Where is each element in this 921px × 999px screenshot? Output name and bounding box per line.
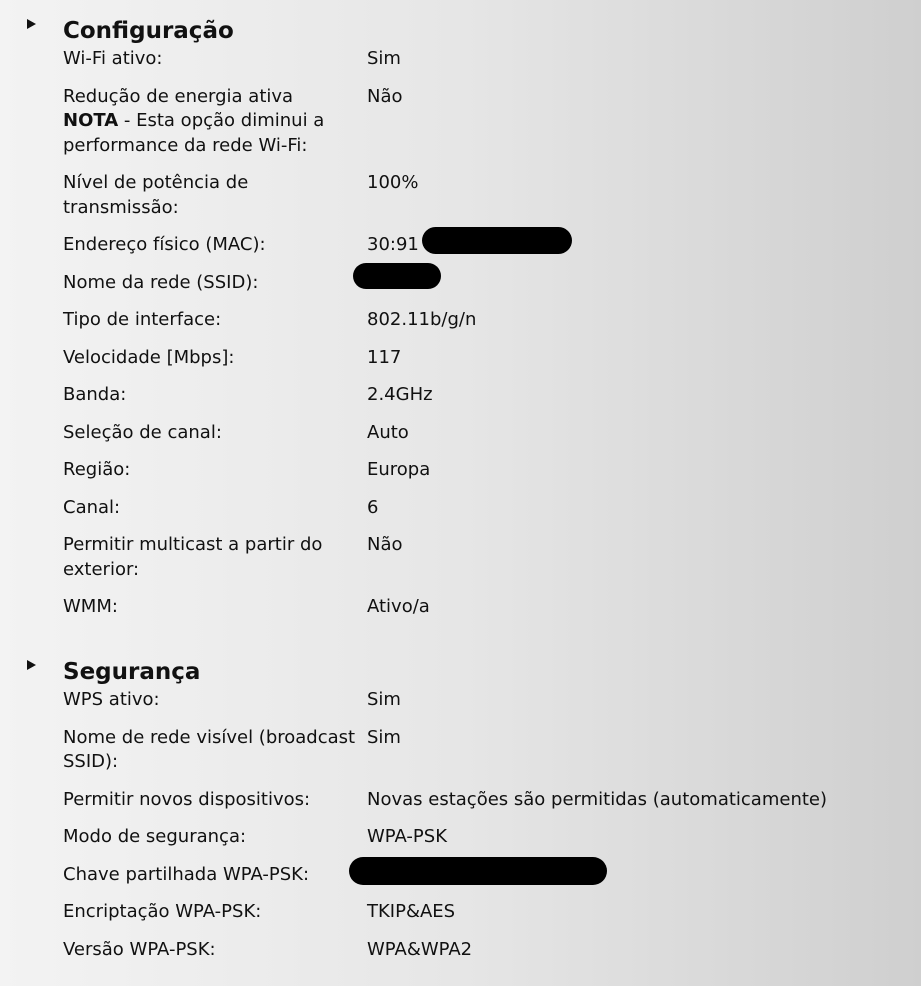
row-label: Nível de potência de transmissão: (63, 172, 249, 218)
section-seguranca (0, 648, 921, 975)
table-row (59, 383, 480, 421)
row-value: 117 (367, 346, 402, 368)
table-row (59, 171, 480, 233)
row-label: Região: (63, 459, 131, 480)
table-row (59, 863, 831, 901)
table-row (59, 308, 480, 346)
table-row (59, 595, 480, 633)
note-text: - Esta opção diminui a performance da rede Wi-Fi: (63, 110, 325, 156)
label-text: Redução de energia ativa (63, 85, 294, 107)
expand-arrow-icon[interactable] (27, 660, 36, 670)
row-label: WPS ativo: (63, 689, 160, 710)
note-bold: NOTA (63, 110, 119, 131)
table-row (59, 421, 480, 459)
row-value: 802.11b/g/n (367, 309, 477, 330)
row-value: Novas estações são permitidas (automaticamente) (367, 788, 828, 810)
row-label: Seleção de canal: (63, 421, 222, 443)
table-row (59, 726, 831, 788)
redaction-mark (349, 857, 607, 885)
mac-value: 30:91 (367, 234, 419, 255)
redaction-mark (353, 263, 441, 289)
row-label: Wi-Fi ativo: (63, 48, 163, 69)
row-value: WPA&WPA2 (367, 938, 473, 960)
row-label: Permitir novos dispositivos: (63, 788, 311, 810)
table-row (59, 938, 831, 976)
row-label: Permitir multicast a partir do exterior: (63, 534, 323, 580)
row-label: Velocidade [Mbps]: (63, 346, 235, 368)
row-label: Banda: (63, 384, 127, 405)
row-value: WPA-PSK (367, 826, 447, 847)
row-label: Chave partilhada WPA-PSK: (63, 863, 310, 885)
row-value: Sim (367, 726, 401, 748)
row-label (59, 85, 363, 172)
config-table (59, 47, 480, 633)
row-value: Não (367, 534, 403, 555)
table-row (59, 85, 480, 172)
row-value: Auto (367, 421, 409, 443)
section-title: Segurança (63, 659, 201, 685)
row-value: Sim (367, 48, 401, 69)
table-row (59, 271, 480, 309)
row-label: Tipo de interface: (63, 309, 222, 330)
row-label: Canal: (63, 496, 121, 518)
table-row (59, 788, 831, 826)
table-row (59, 533, 480, 595)
row-value: 6 (367, 496, 379, 518)
row-label: Nome da rede (SSID): (63, 271, 259, 293)
row-label: Versão WPA-PSK: (63, 938, 216, 960)
expand-arrow-icon[interactable] (27, 19, 36, 29)
section-title: Configuração (63, 18, 234, 44)
row-value (363, 271, 480, 309)
row-label: WMM: (63, 596, 118, 617)
section-header[interactable] (0, 648, 921, 688)
row-value: Sim (367, 689, 401, 710)
table-row (59, 346, 480, 384)
row-value: Não (367, 85, 403, 107)
security-table (59, 688, 831, 975)
row-label: Nome de rede visível (broadcast SSID): (63, 726, 356, 772)
row-label: Encriptação WPA-PSK: (63, 901, 262, 922)
row-value: TKIP&AES (367, 901, 456, 922)
row-value: 2.4GHz (367, 384, 433, 405)
table-row (59, 688, 831, 726)
row-label: Modo de segurança: (63, 826, 247, 847)
section-configuracao (0, 7, 921, 633)
row-value: Ativo/a (367, 596, 430, 617)
row-value: Europa (367, 459, 431, 480)
table-row (59, 47, 480, 85)
row-label: Endereço físico (MAC): (63, 234, 266, 255)
row-value: 100% (367, 172, 419, 193)
redaction-mark (422, 227, 572, 254)
row-value (363, 863, 831, 901)
table-row (59, 900, 831, 938)
table-row (59, 458, 480, 496)
section-header[interactable] (0, 7, 921, 47)
table-row (59, 496, 480, 534)
